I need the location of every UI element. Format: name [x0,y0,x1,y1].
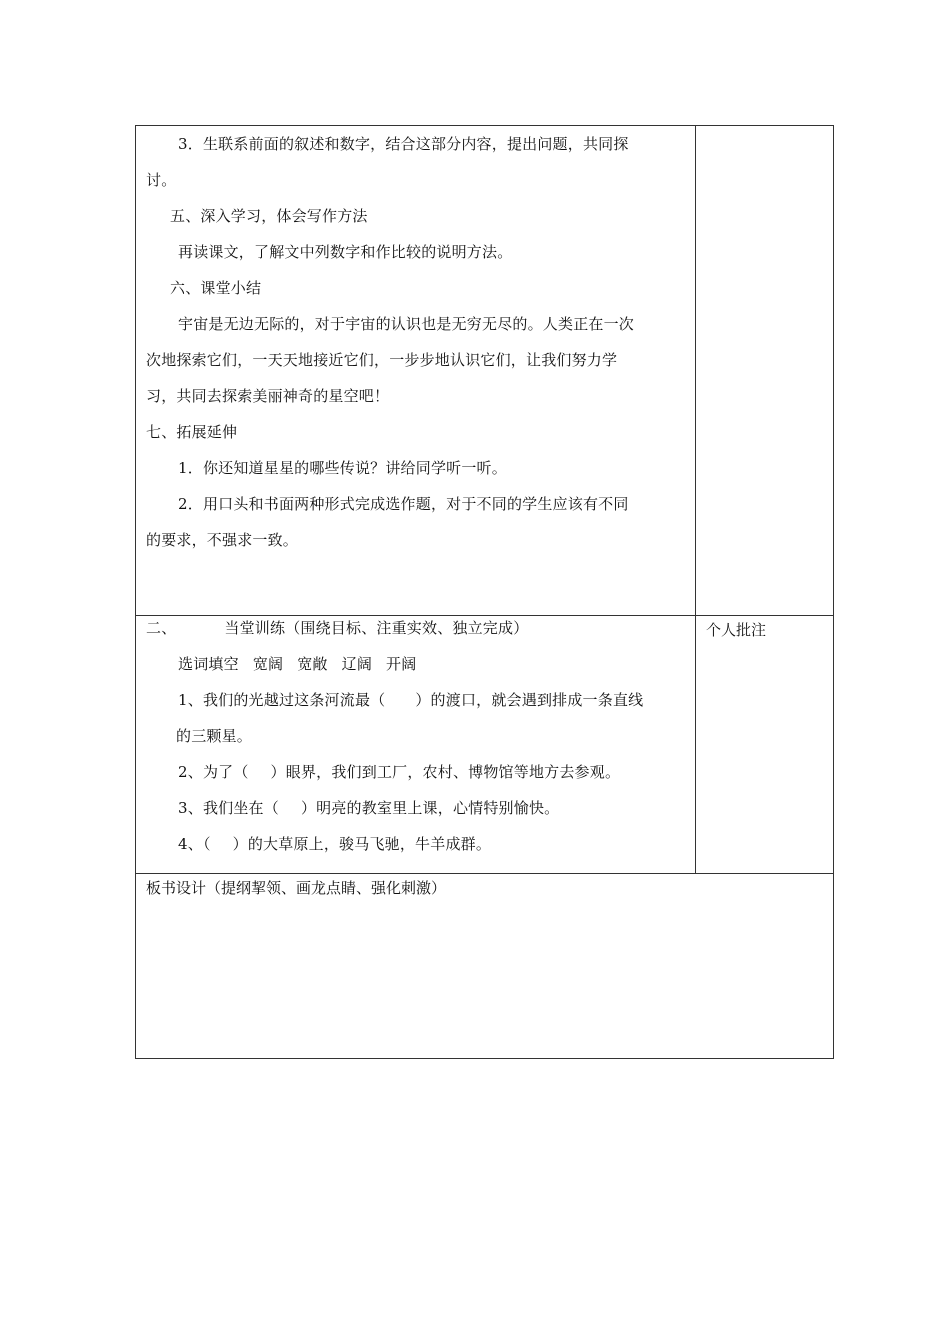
training-title: 当堂训练（围绕目标、注重实效、独立完成） [224,619,529,637]
word-option: 辽阔 [341,655,373,673]
word-choice-line [146,646,687,682]
question-3-line [146,790,687,826]
lesson-plan-table [135,125,834,1059]
question-4-text-b: ）的大草原上，骏马飞驰，牛羊成群。 [232,835,492,853]
section-5-heading: 五、深入学习，体会写作方法 [170,207,368,225]
question-3-text-a: 3、我们坐在（ [178,799,279,817]
board-design-title: 板书设计（提纲挈领、画龙点睛、强化刺激） [146,879,447,897]
question-3-text-b: ）明亮的教室里上课，心情特别愉快。 [300,799,560,817]
question-2-text-b: ）眼界，我们到工厂，农村、博物馆等地方去参观。 [270,763,621,781]
personal-notes-cell[interactable] [696,616,834,874]
section-6-heading: 六、课堂小结 [170,279,262,297]
extension-item-1: 1．你还知道星星的哪些传说？讲给同学听一听。 [178,459,507,477]
training-number: 二、 [146,619,177,637]
step-3-line-2: 讨。 [146,171,177,189]
extension-item-2-line-1: 2．用口头和书面两种形式完成选作题，对于不同的学生应该有不同 [178,495,629,513]
training-cell [136,616,696,874]
board-design-cell[interactable] [136,874,834,1059]
training-row [136,616,834,874]
question-1-text-b: ）的渡口，就会遇到排成一条直线 [415,691,644,709]
question-4-text-a: 4、（ [178,835,211,853]
teaching-steps-cell [136,126,696,616]
step-3-line-1: 3．生联系前面的叙述和数字，结合这部分内容，提出问题，共同探 [178,135,629,153]
word-option: 开阔 [386,655,417,673]
question-1-line-2: 的三颗星。 [176,727,253,745]
training-heading [146,616,687,646]
summary-line-2: 次地探索它们，一天天地接近它们，一步步地认识它们，让我们努力学 [146,351,618,369]
question-2-line [146,754,687,790]
word-option: 宽阔 [252,655,284,673]
personal-notes-label: 个人批注 [706,621,767,639]
word-option: 宽敞 [297,655,328,673]
word-choice-label: 选词填空 [178,655,239,673]
question-2-text-a: 2、为了（ [178,763,249,781]
section-7-heading: 七、拓展延伸 [146,423,238,441]
extension-item-2-line-2: 的要求，不强求一致。 [146,531,299,549]
board-design-row [136,874,834,1059]
teaching-steps-row [136,126,834,616]
summary-line-1: 宇宙是无边无际的，对于宇宙的认识也是无穷无尽的。人类正在一次 [178,315,635,333]
question-1-text-a: 1、我们的光越过这条河流最（ [178,691,386,709]
side-notes-cell-empty [696,126,834,616]
question-4-line [146,826,687,862]
question-1-line-1 [146,682,687,718]
summary-line-3: 习，共同去探索美丽神奇的星空吧！ [146,387,390,405]
section-5-text: 再读课文，了解文中列数字和作比较的说明方法。 [178,243,513,261]
